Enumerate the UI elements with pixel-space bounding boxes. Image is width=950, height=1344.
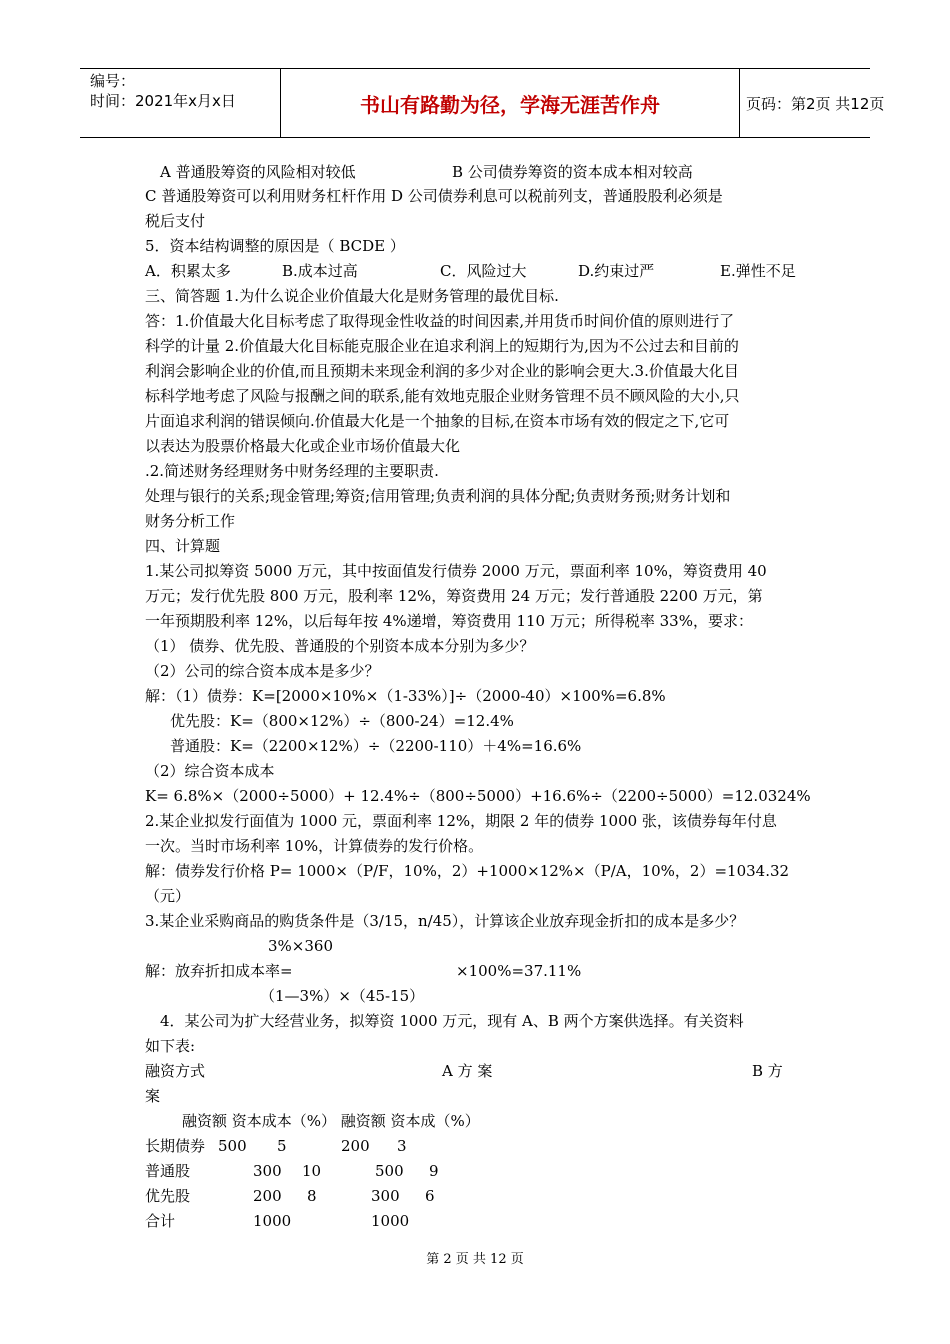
table-cell: 500 bbox=[375, 1162, 404, 1180]
text-line: 解：债券发行价格 P= 1000×（P/F，10%，2）+1000×12%×（P/A，10%，2）=1034.32 bbox=[145, 862, 790, 880]
option: A．积累太多 bbox=[145, 262, 231, 280]
page-info: 页码：第2页 共12页 bbox=[746, 94, 885, 113]
option: B.成本过高 bbox=[282, 262, 358, 280]
question-5: 5．资本结构调整的原因是（ BCDE ） bbox=[145, 237, 405, 255]
table-cell: 9 bbox=[429, 1162, 439, 1180]
text-line: 以表达为股票价格最大化或企业市场价值最大化 bbox=[145, 437, 461, 455]
text-line: （1） 债券、优先股、普通股的个别资本成本分别为多少？ bbox=[145, 637, 535, 655]
table-cell: 普通股 bbox=[145, 1162, 191, 1180]
motto: 书山有路勤为径，学海无涯苦作舟 bbox=[280, 69, 740, 137]
text-line: 税后支付 bbox=[145, 212, 206, 230]
table-header: B 方 bbox=[752, 1062, 783, 1080]
text-line: ×100%=37.11% bbox=[456, 962, 582, 980]
fraction-denominator: （1—3%）×（45-15） bbox=[260, 987, 425, 1005]
text-line: 一次。当时市场利率 10%，计算债券的发行价格。 bbox=[145, 837, 484, 855]
number-label: 编号： bbox=[90, 72, 136, 90]
table-cell: 合计 bbox=[145, 1212, 176, 1230]
text-line: （元） bbox=[145, 887, 191, 905]
text-line: 普通股：K=（2200×12%）÷（2200-110）＋4%=16.6% bbox=[170, 737, 582, 755]
text-line: 2.某企业拟发行面值为 1000 元，票面利率 12%，期限 2 年的债券 1000 张，该债券每年付息 bbox=[145, 812, 777, 830]
table-cell: 300 bbox=[253, 1162, 282, 1180]
text-line: 财务分析工作 bbox=[145, 512, 236, 530]
text-line: K= 6.8%×（2000÷5000）+ 12.4%÷（800÷5000）+16.6%÷（2200÷5000）=12.0324% bbox=[145, 787, 811, 805]
text-line: （2）公司的综合资本成本是多少？ bbox=[145, 662, 380, 680]
text-line: 解：放弃折扣成本率= bbox=[145, 962, 293, 980]
option-b: B 公司债券筹资的资本成本相对较高 bbox=[452, 163, 693, 181]
option: E.弹性不足 bbox=[720, 262, 796, 280]
text-line: 4．某公司为扩大经营业务，拟筹资 1000 万元，现有 A、B 两个方案供选择。有关资料 bbox=[160, 1012, 744, 1030]
table-cell: 8 bbox=[307, 1187, 317, 1205]
text-line: 答：1.价值最大化目标考虑了取得现金性收益的时间因素,并用货币时间价值的原则进行了 bbox=[145, 312, 735, 330]
text-line: 处理与银行的关系;现金管理;筹资;信用管理;负责利润的具体分配;负责财务预;财务计划和 bbox=[145, 487, 731, 505]
table-cell: 6 bbox=[425, 1187, 435, 1205]
option: C．风险过大 bbox=[440, 262, 527, 280]
table-cell: 1000 bbox=[371, 1212, 410, 1230]
option: D.约束过严 bbox=[578, 262, 655, 280]
text-line: 利润会影响企业的价值,而且预期未来现金利润的多少对企业的影响会更大.3.价值最大化目 bbox=[145, 362, 739, 380]
option-a: A 普通股筹资的风险相对较低 bbox=[160, 163, 356, 181]
fraction-numerator: 3%×360 bbox=[268, 937, 333, 955]
text-line: 万元；发行优先股 800 万元，股利率 12%，筹资费用 24 万元；发行普通股 2200 万元，第 bbox=[145, 587, 763, 605]
table-cell: 200 bbox=[341, 1137, 370, 1155]
table-header: A 方 案 bbox=[442, 1062, 493, 1080]
text-line: 3.某企业采购商品的购货条件是（3/15，n/45），计算该企业放弃现金折扣的成本是多少？ bbox=[145, 912, 745, 930]
text-line: 解：（1）债券：K=[2000×10%×（1-33%）]÷（2000-40）×100%=6.8% bbox=[145, 687, 666, 705]
table-cell: 200 bbox=[253, 1187, 282, 1205]
table-cell: 5 bbox=[277, 1137, 287, 1155]
text-line: 如下表: bbox=[145, 1037, 196, 1055]
question-heading: .2.简述财务经理财务中财务经理的主要职责. bbox=[145, 462, 439, 480]
text-line: 片面追求利润的错误倾向.价值最大化是一个抽象的目标,在资本市场有效的假定之下,它可 bbox=[145, 412, 730, 430]
table-cell: 1000 bbox=[253, 1212, 292, 1230]
header-meta bbox=[90, 71, 236, 111]
table-subheader: 融资额 资本成本（%） 融资额 资本成（%） bbox=[182, 1112, 480, 1130]
text-line: 科学的计量 2.价值最大化目标能克服企业在追求利润上的短期行为,因为不公过去和目前的 bbox=[145, 337, 739, 355]
text-line: 标科学地考虑了风险与报酬之间的联系,能有效地克服企业财务管理不员不顾风险的大小,只 bbox=[145, 387, 740, 405]
text-line: 一年预期股利率 12%，以后每年按 4%递增，筹资费用 110 万元；所得税率 33%，要求： bbox=[145, 612, 753, 630]
text-line: （2）综合资本成本 bbox=[145, 762, 275, 780]
table-header: 案 bbox=[145, 1087, 161, 1105]
table-cell: 3 bbox=[397, 1137, 407, 1155]
section-heading: 三、简答题 1.为什么说企业价值最大化是财务管理的最优目标. bbox=[145, 287, 559, 305]
text-line: 1.某公司拟筹资 5000 万元，其中按面值发行债券 2000 万元，票面利率 10%，筹资费用 40 bbox=[145, 562, 767, 580]
page-header bbox=[80, 68, 885, 138]
page-footer: 第 2 页 共 12 页 bbox=[426, 1252, 524, 1267]
table-cell: 10 bbox=[302, 1162, 322, 1180]
table-cell: 优先股 bbox=[145, 1187, 191, 1205]
text-line: 优先股：K=（800×12%）÷（800-24）=12.4% bbox=[170, 712, 514, 730]
section-heading: 四、计算题 bbox=[145, 537, 221, 555]
table-header: 融资方式 bbox=[145, 1062, 206, 1080]
text-line: C 普通股筹资可以利用财务杠杆作用 D 公司债券利息可以税前列支，普通股股利必须是 bbox=[145, 187, 723, 205]
table-cell: 长期债券 bbox=[145, 1137, 206, 1155]
date-line: 时间：2021年x月x日 bbox=[90, 92, 236, 110]
table-cell: 500 bbox=[218, 1137, 247, 1155]
table-cell: 300 bbox=[371, 1187, 400, 1205]
